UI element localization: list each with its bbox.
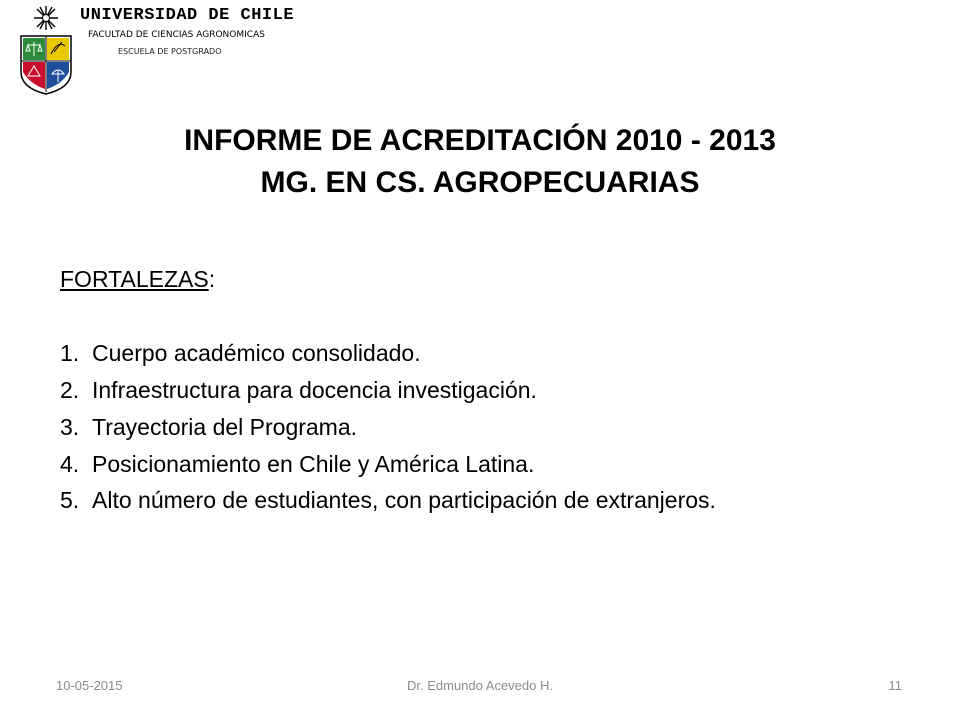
university-name: UNIVERSIDAD DE CHILE bbox=[80, 6, 295, 25]
school-name: ESCUELA DE POSTGRADO bbox=[118, 47, 222, 56]
list-item bbox=[60, 488, 906, 513]
faculty-name: FACULTAD DE CIENCIAS AGRONOMICAS bbox=[88, 30, 265, 40]
section-heading bbox=[60, 266, 215, 293]
slide-title bbox=[0, 120, 960, 204]
footer-date: 10-05-2015 bbox=[56, 678, 123, 693]
section-heading-colon: : bbox=[208, 266, 216, 292]
list-item bbox=[60, 451, 906, 478]
footer-page-number: 11 bbox=[888, 678, 902, 693]
title-line-2: MG. EN CS. AGROPECUARIAS bbox=[260, 166, 700, 199]
strengths-list bbox=[60, 340, 906, 513]
title-line-1: INFORME DE ACREDITACIÓN 2010 - 2013 bbox=[184, 124, 776, 157]
list-item-number: 4. bbox=[60, 451, 80, 477]
university-crest-icon bbox=[18, 4, 74, 96]
list-item bbox=[60, 340, 906, 367]
list-item bbox=[60, 377, 906, 404]
list-item-number: 5. bbox=[60, 487, 80, 513]
section-heading-text: FORTALEZAS bbox=[60, 266, 209, 292]
list-item-number: 2. bbox=[60, 377, 80, 403]
footer-author: Dr. Edmundo Acevedo H. bbox=[407, 678, 553, 693]
list-item-text: Posicionamiento en Chile y América Latina. bbox=[92, 451, 535, 477]
list-item-number: 1. bbox=[60, 340, 80, 366]
list-item-text: Cuerpo académico consolidado. bbox=[92, 340, 421, 366]
list-item-text: Infraestructura para docencia investigación. bbox=[92, 377, 537, 403]
list-item-text: Alto número de estudiantes, con participación de extranjeros. bbox=[92, 487, 716, 513]
list-item bbox=[60, 414, 906, 441]
list-item-text: Trayectoria del Programa. bbox=[92, 414, 358, 440]
list-item-number: 3. bbox=[60, 414, 80, 440]
